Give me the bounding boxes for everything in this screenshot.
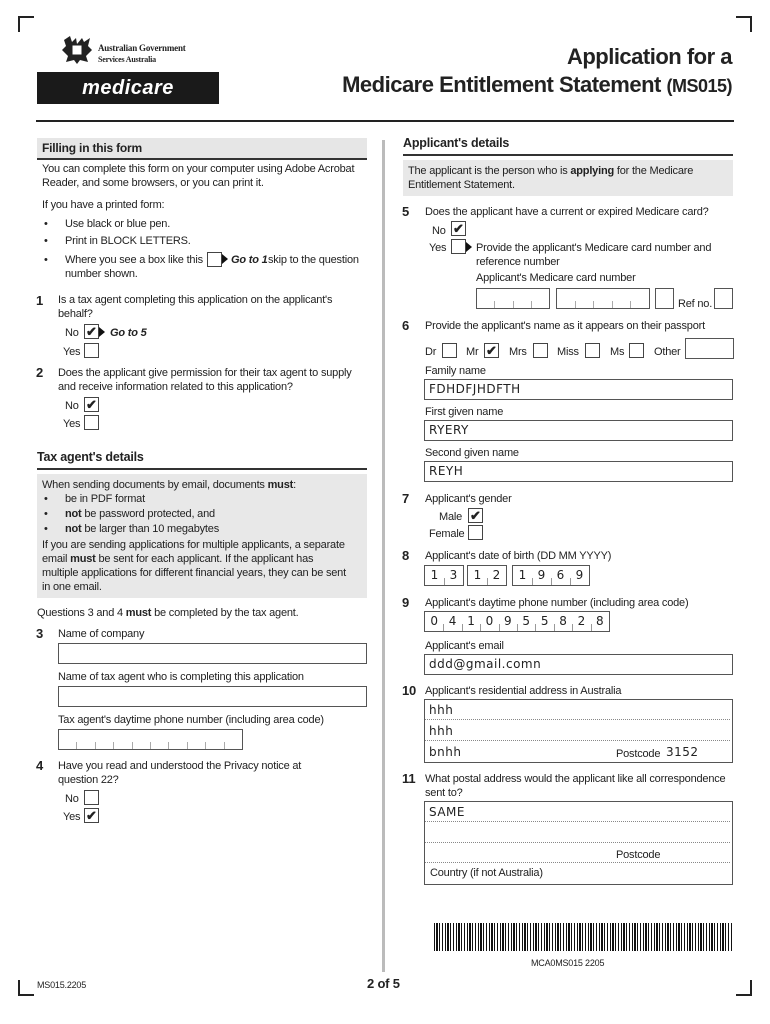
q5-provide-l2: reference number [476,256,560,268]
q9-label: Applicant's daytime phone number (including area code) [425,597,689,609]
q34-note-post: be completed by the tax agent. [151,607,299,619]
tax-p-l1: If you are sending applications for multiple applicants, a separate [42,539,345,551]
phone-digit: 0 [480,612,498,631]
q7-label: Applicant's gender [425,493,512,505]
second-name-field[interactable] [424,461,733,482]
q4-label-l2: question 22? [58,774,119,786]
q34-note-pre: Questions 3 and 4 [37,607,126,619]
email-value: ddd@gmail.comn [429,657,542,671]
title-mr-label: Mr [466,346,479,358]
title-mr-checkbox[interactable] [484,343,499,358]
filling-b2: Print in BLOCK LETTERS. [65,235,191,247]
tax-b2-bold: not [65,508,82,520]
res-address-l2: hhh [429,724,454,738]
tax-info-l1-bold: must [267,479,294,491]
phone-digit: 8 [554,612,572,631]
medicare-ref-field[interactable] [714,288,733,309]
postal-postcode-label: Postcode [616,849,661,861]
postal-country-label: Country (if not Australia) [430,867,543,879]
q1-label-l1: Is a tax agent completing this application on the applicant's [58,294,333,306]
email-label: Applicant's email [425,640,504,652]
first-name-field[interactable] [424,420,733,441]
title-dr-checkbox[interactable] [442,343,457,358]
dob-year-digit: 6 [551,566,570,585]
postal-divider [425,821,730,822]
agent-phone-field[interactable] [58,729,243,750]
q11-number: 11 [402,771,416,786]
family-name-field[interactable] [424,379,733,400]
gov-line1: Australian Government [98,43,186,53]
dob-year-digit: 1 [518,568,527,582]
q2-number: 2 [36,365,44,380]
page-title-text: Medicare Entitlement Statement [342,72,661,97]
crop-mark-top-right [736,16,752,32]
tax-heading: Tax agent's details [37,450,144,464]
dob-day-digit: 1 [430,568,439,582]
family-name-value: FDHDFJHDFTH [429,382,521,396]
title-mr-tick: ✔ [486,343,497,358]
tax-b3-bold: not [65,523,82,535]
q2-no-tick: ✔ [86,397,97,412]
title-other-field[interactable] [685,338,734,359]
dob-month-digit: 1 [473,568,482,582]
gender-female-checkbox[interactable] [468,525,483,540]
dob-year-digit: 9 [570,566,589,585]
q7-number: 7 [402,491,410,506]
q8-label: Applicant's date of birth (DD MM YYYY) [425,550,612,562]
tax-b3 [65,523,219,537]
q5-yes-checkbox[interactable] [451,239,466,254]
q2-yes-label: Yes [63,418,81,430]
footer-form-code: MS015.2205 [37,980,87,990]
tax-p-l2-post: be sent for each applicant. If the applicant has [95,553,314,565]
tax-p-l2-pre: email [42,553,71,565]
bullet-icon: • [44,508,48,520]
q5-ref-label: Ref no. [678,298,713,310]
filling-b1: Use black or blue pen. [65,218,171,230]
gender-male-checkbox[interactable] [468,508,483,523]
intro-post: for the Medicare [614,165,694,177]
crop-mark-top-left [18,16,34,32]
medicare-logo [37,72,219,104]
page-title-line1: Application for a [566,44,732,69]
phone-digit: 5 [517,612,535,631]
title-dr-label: Dr [425,346,437,358]
tax-b2 [65,508,215,522]
tax-p-l2-bold: must [70,553,96,565]
q4-yes-tick: ✔ [86,808,97,823]
q1-no-checkbox[interactable] [84,324,99,339]
applicant-heading: Applicant's details [403,136,510,150]
q1-label-l2: behalf? [58,308,93,320]
gender-male-label: Male [439,511,463,523]
dob-day-field[interactable] [424,565,464,586]
q5-number: 5 [402,204,410,219]
footer-page-number: 2 of 5 [367,976,400,991]
q6-number: 6 [402,318,410,333]
gender-male-tick: ✔ [470,508,481,523]
res-address-l1: hhh [429,703,454,717]
tax-p-l4: in one email. [42,581,102,593]
dob-year-field[interactable] [512,565,590,586]
intro-bold: applying [570,165,614,177]
applicant-intro-l1 [408,165,693,179]
q3-agent-label: Name of tax agent who is completing this application [58,671,304,683]
page-title-line2 [342,72,732,99]
company-name-value [59,644,366,646]
family-name-label: Family name [425,365,486,377]
q5-no-tick: ✔ [453,221,464,236]
phone-digit: 0 [430,614,439,628]
dob-year-digit: 9 [532,566,551,585]
barcode-text: MCA0MS015 2205 [531,958,605,968]
medicare-card-part3[interactable] [655,288,674,309]
filling-b3-post: skip to the question [268,254,359,266]
applicant-heading-rule [403,154,733,156]
q5-provide-l1: Provide the applicant's Medicare card number and [476,242,712,254]
q10-label: Applicant's residential address in Australia [425,685,622,697]
q4-yes-checkbox[interactable] [84,808,99,823]
title-miss-checkbox[interactable] [585,343,600,358]
bullet-icon: • [44,493,48,505]
filling-p2: If you have a printed form: [42,199,165,211]
first-name-label: First given name [425,406,504,418]
dob-month-digit: 2 [487,566,506,585]
filling-b3-l2: number shown. [65,268,138,280]
q4-no-checkbox[interactable] [84,790,99,805]
q4-no-label: No [65,793,79,805]
q5-no-checkbox[interactable] [451,221,466,236]
address-divider [425,719,730,720]
header-rule [36,120,734,122]
q3-label: Name of company [58,628,145,640]
email-field[interactable] [424,654,733,675]
q3-number: 3 [36,626,44,641]
tax-p-l3: multiple applications for different financial years, they can be sent [42,567,346,579]
phone-field[interactable] [424,611,610,632]
bullet-icon: • [44,254,48,266]
q11-label-l1: What postal address would the applicant like all correspondence [425,773,726,785]
postal-divider [425,862,730,863]
medicare-card-part1[interactable] [476,288,550,309]
q2-label-l1: Does the applicant give permission for their tax agent to supply [58,367,352,379]
q4-label-l1: Have you read and understood the Privacy notice at [58,760,302,772]
q1-no-tick: ✔ [86,324,97,339]
q3-phone-label: Tax agent's daytime phone number (including area code) [58,714,324,726]
q5-label: Does the applicant have a current or expired Medicare card? [425,206,709,218]
bullet-icon: • [44,218,48,230]
res-postcode-label: Postcode [616,748,661,760]
tax-info-l1-post: : [293,479,296,491]
q4-number: 4 [36,758,44,773]
q2-yes-checkbox[interactable] [84,415,99,430]
q1-yes-checkbox[interactable] [84,343,99,358]
tax-p-l2 [42,553,313,567]
q10-number: 10 [402,683,417,698]
column-divider [382,140,385,972]
res-address-l3: bnhh [429,745,462,759]
phone-digit: 5 [535,612,553,631]
q1-goto: Go to 5 [110,327,147,339]
tax-heading-rule [37,468,367,470]
q5-no-label: No [432,225,446,237]
q34-note-bold: must [125,607,152,619]
title-ms-checkbox[interactable] [629,343,644,358]
applicant-intro-l2: Entitlement Statement. [408,179,515,191]
bullet-icon: • [44,523,48,535]
tax-b1: be in PDF format [65,493,145,505]
title-mrs-checkbox[interactable] [533,343,548,358]
postal-divider [425,842,730,843]
goto-arrow-icon [222,254,228,264]
phone-digit: 4 [443,612,461,631]
form-code: (MS015) [666,76,732,96]
q5-card-label: Applicant's Medicare card number [476,272,636,284]
company-name-field[interactable] [58,643,367,664]
example-box [207,252,222,267]
q2-label-l2: and receive information related to this application? [58,381,293,393]
goto-arrow-icon [99,327,105,337]
tax-b3-post: be larger than 10 megabytes [81,523,220,535]
q4-yes-label: Yes [63,811,81,823]
filling-b3-goto: Go to 1 [231,254,268,266]
second-name-value: REYH [429,464,464,478]
filling-p1-l1: You can complete this form on your computer using Adobe Acrobat [42,163,355,175]
q6-label: Provide the applicant's name as it appears on their passport [425,320,705,332]
crop-mark-bottom-left [18,980,34,996]
barcode [434,923,732,951]
phone-digit: 9 [499,612,517,631]
postal-address-l1: SAME [429,805,465,819]
gov-line2: Services Australia [98,55,156,64]
intro-pre: The applicant is the person who is [408,165,571,177]
phone-digit: 2 [572,612,590,631]
bullet-icon: • [44,235,48,247]
first-name-value: RYERY [429,423,469,437]
dob-day-digit: 3 [444,566,463,585]
q1-number: 1 [36,293,44,308]
q1-yes-label: Yes [63,346,81,358]
coat-of-arms-icon [60,34,94,66]
filling-heading: Filling in this form [42,141,142,155]
dob-month-field[interactable] [467,565,507,586]
crop-mark-bottom-right [736,980,752,996]
address-divider [425,740,730,741]
title-miss-label: Miss [557,346,579,358]
tax-info-l1 [42,479,296,493]
q1-no-label: No [65,327,79,339]
gender-female-label: Female [429,528,465,540]
goto-arrow-icon [466,242,472,252]
title-other-label: Other [654,346,681,358]
medicare-card-part2[interactable] [556,288,650,309]
q5-yes-label: Yes [429,242,447,254]
filling-p1-l2: Reader, and some browsers, or you can print it. [42,177,264,189]
phone-digit: 8 [591,612,609,631]
q2-no-label: No [65,400,79,412]
title-mrs-label: Mrs [509,346,527,358]
q34-note [37,607,299,621]
q2-no-checkbox[interactable] [84,397,99,412]
tax-info-l1-pre: When sending documents by email, documents [42,479,268,491]
res-postcode-value: 3152 [666,745,699,759]
medicare-brand-text: medicare [82,77,174,99]
q9-number: 9 [402,595,410,610]
agent-name-value [59,687,366,689]
tax-b2-post: be password protected, and [81,508,215,520]
title-ms-label: Ms [610,346,625,358]
q11-label-l2: sent to? [425,787,463,799]
phone-digit: 1 [462,612,480,631]
agent-name-field[interactable] [58,686,367,707]
q8-number: 8 [402,548,410,563]
filling-b3-pre: Where you see a box like this [65,254,203,266]
second-name-label: Second given name [425,447,519,459]
